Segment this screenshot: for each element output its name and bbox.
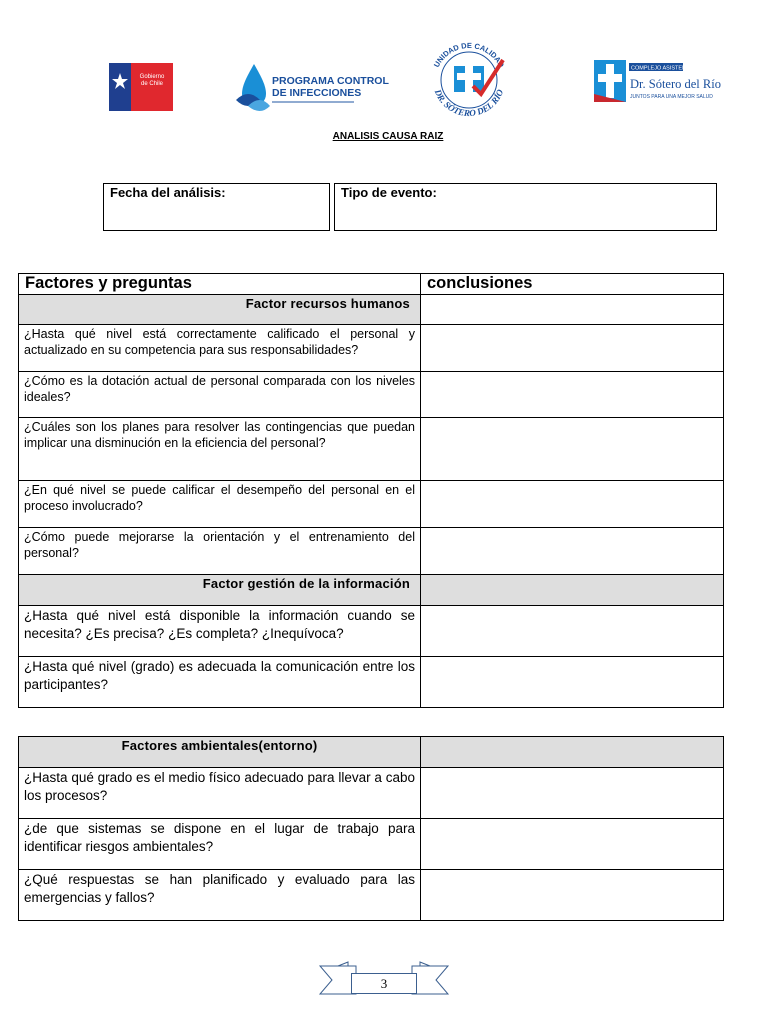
seal-top-text: UNIDAD DE CALIDAD — [431, 42, 507, 69]
fecha-analisis-field[interactable] — [103, 183, 330, 231]
section-title-recursos-humanos: Factor recursos humanos — [19, 295, 421, 325]
section-spacer — [421, 737, 724, 768]
conclusion-cell[interactable] — [421, 819, 724, 870]
question-cell: ¿Cuáles son los planes para resolver las contingencias que puedan implicar una disminución en la eficiencia del personal? — [19, 418, 421, 481]
complejo-asistencial-logo — [594, 60, 722, 106]
tipo-evento-field[interactable] — [334, 183, 717, 231]
conclusion-cell[interactable] — [421, 372, 724, 418]
conclusion-cell[interactable] — [421, 325, 724, 372]
conclusion-cell[interactable] — [421, 657, 724, 708]
page-number: 3 — [351, 973, 417, 994]
section-spacer — [421, 575, 724, 606]
complejo-tagline: JUNTOS PARA UNA MEJOR SALUD — [630, 94, 713, 100]
complejo-small-text: COMPLEJO ASISTENCIAL — [631, 65, 699, 72]
unidad-de-calidad-seal — [423, 42, 515, 120]
question-cell: ¿Cómo puede mejorarse la orientación y el entrenamiento del personal? — [19, 528, 421, 575]
question-cell: ¿Qué respuestas se han planificado y evaluado para las emergencias y fallos? — [19, 870, 421, 921]
tipo-evento-label: Tipo de evento: — [341, 185, 437, 200]
question-cell: ¿Hasta qué nivel está disponible la información cuando se necesita? ¿Es precisa? ¿Es completa? ¿Inequívoca? — [19, 606, 421, 657]
col-header-factores: Factores y preguntas — [19, 274, 421, 295]
conclusion-cell[interactable] — [421, 768, 724, 819]
conclusion-cell[interactable] — [421, 606, 724, 657]
conclusion-cell[interactable] — [421, 528, 724, 575]
gobierno-line1: Gobierno — [139, 74, 165, 80]
programa-line2: DE INFECCIONES — [272, 87, 362, 99]
factores-table — [18, 273, 724, 708]
question-cell: ¿Hasta qué grado es el medio físico adecuado para llevar a cabo los procesos? — [19, 768, 421, 819]
section-spacer — [421, 295, 724, 325]
document-title: ANALISIS CAUSA RAIZ — [332, 131, 444, 142]
conclusion-cell[interactable] — [421, 418, 724, 481]
section-title-factores-ambientales: Factores ambientales(entorno) — [19, 737, 421, 768]
section-title-gestion-informacion: Factor gestión de la información — [19, 575, 421, 606]
programa-line1: PROGRAMA CONTROL — [272, 75, 389, 87]
seal-bottom-text: DR. SÓTERO DEL RÍO — [432, 87, 506, 119]
conclusion-cell[interactable] — [421, 870, 724, 921]
question-cell: ¿Cómo es la dotación actual de personal comparada con los niveles ideales? — [19, 372, 421, 418]
question-cell: ¿En qué nivel se puede calificar el desempeño del personal en el proceso involucrado? — [19, 481, 421, 528]
question-cell: ¿Hasta qué nivel (grado) es adecuada la comunicación entre los participantes? — [19, 657, 421, 708]
question-cell: ¿Hasta qué nivel está correctamente calificado el personal y actualizado en su competencia para sus responsabilidades? — [19, 325, 421, 372]
conclusion-cell[interactable] — [421, 481, 724, 528]
gobierno-de-chile-logo — [109, 63, 173, 111]
fecha-analisis-label: Fecha del análisis: — [110, 185, 226, 200]
complejo-name: Dr. Sótero del Río — [630, 77, 721, 91]
gobierno-line2: de Chile — [140, 81, 164, 87]
factores-ambientales-table — [18, 736, 724, 921]
programa-control-infecciones-logo — [234, 60, 389, 116]
question-cell: ¿de que sistemas se dispone en el lugar de trabajo para identificar riesgos ambientales? — [19, 819, 421, 870]
col-header-conclusiones: conclusiones — [421, 274, 724, 295]
